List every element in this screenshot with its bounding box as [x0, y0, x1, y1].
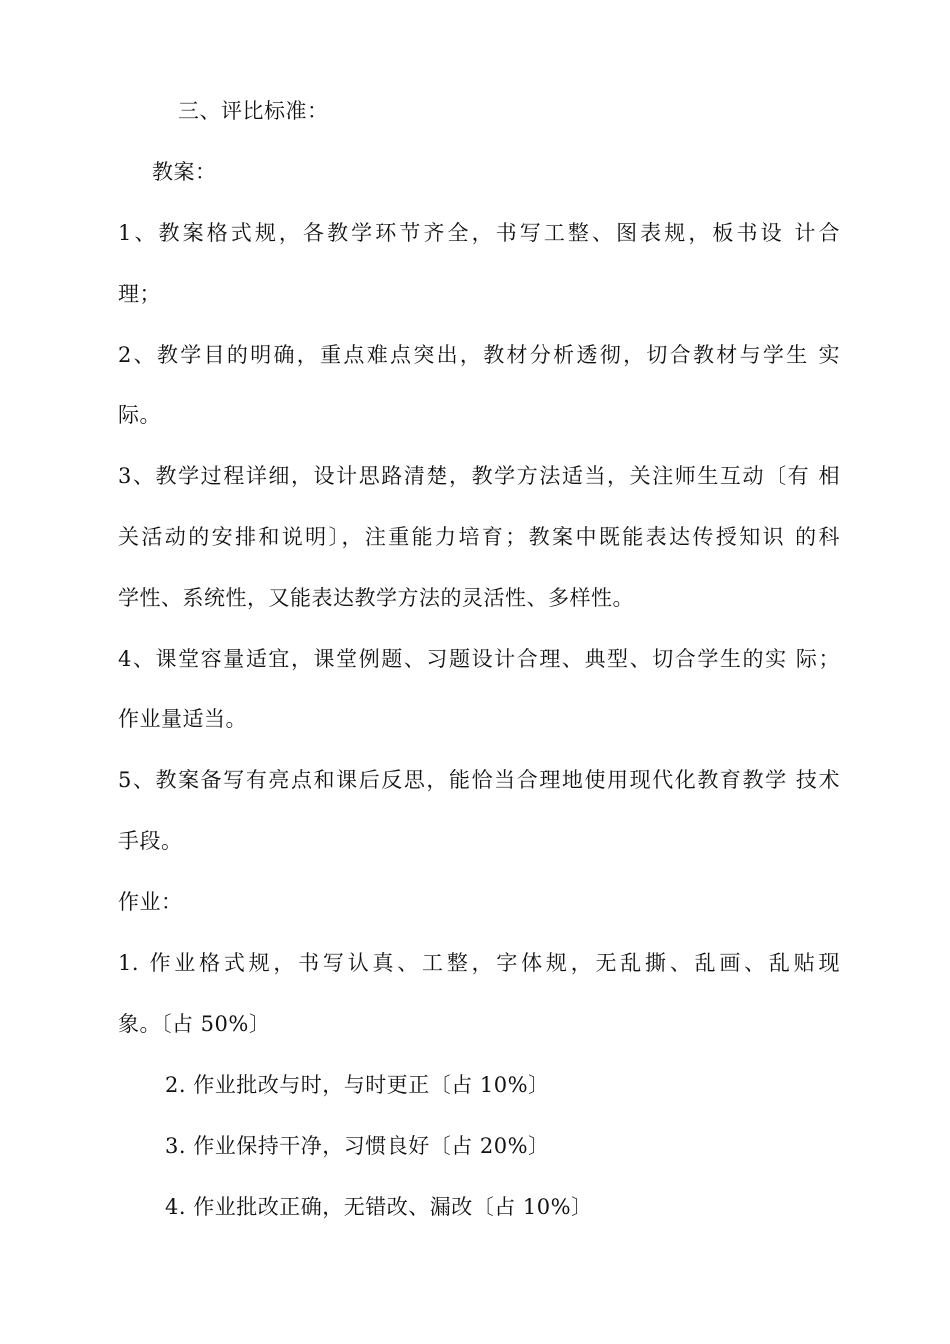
homework-item-2: 2. 作业批改与时，与时更正〔占 10%〕: [165, 1073, 550, 1097]
lesson-plan-item-2-line-2: 际。: [118, 403, 161, 427]
section-title: 三、评比标准：: [178, 99, 329, 123]
homework-item-3: 3. 作业保持干净，习惯良好〔占 20%〕: [165, 1134, 550, 1158]
lesson-plan-item-3-line-2: 关活动的安排和说明〕，注重能力培育；教案中既能表达传授知识 的科: [118, 525, 840, 549]
lesson-plan-item-2-line-1: 2、教学目的明确，重点难点突出，教材分析透彻，切合教材与学生 实: [118, 343, 840, 367]
lesson-plan-heading: 教案：: [152, 160, 217, 184]
lesson-plan-item-3-line-1: 3、教学过程详细，设计思路清楚，教学方法适当，关注师生互动〔有 相: [118, 464, 840, 488]
lesson-plan-item-4-line-1: 4、课堂容量适宜，课堂例题、习题设计合理、典型、切合学生的实 际；: [118, 647, 840, 671]
homework-item-4: 4. 作业批改正确，无错改、漏改〔占 10%〕: [165, 1195, 593, 1219]
lesson-plan-item-1-line-1: 1、教案格式规，各教学环节齐全，书写工整、图表规，板书设 计合: [118, 221, 840, 245]
lesson-plan-item-5-line-1: 5、教案备写有亮点和课后反思，能恰当合理地使用现代化教育教学 技术: [118, 768, 840, 792]
lesson-plan-item-3-line-3: 学性、系统性，又能表达教学方法的灵活性、多样性。: [118, 586, 634, 610]
homework-heading: 作业：: [118, 890, 183, 914]
lesson-plan-item-5-line-2: 手段。: [118, 829, 183, 853]
homework-item-1-line-2: 象。〔占 50%〕: [118, 1012, 271, 1036]
lesson-plan-item-4-line-2: 作业量适当。: [118, 707, 247, 731]
lesson-plan-item-1-line-2: 理；: [118, 282, 161, 306]
homework-item-1-line-1: 1. 作业格式规，书写认真、工整，字体规，无乱撕、乱画、乱贴现: [118, 951, 840, 975]
